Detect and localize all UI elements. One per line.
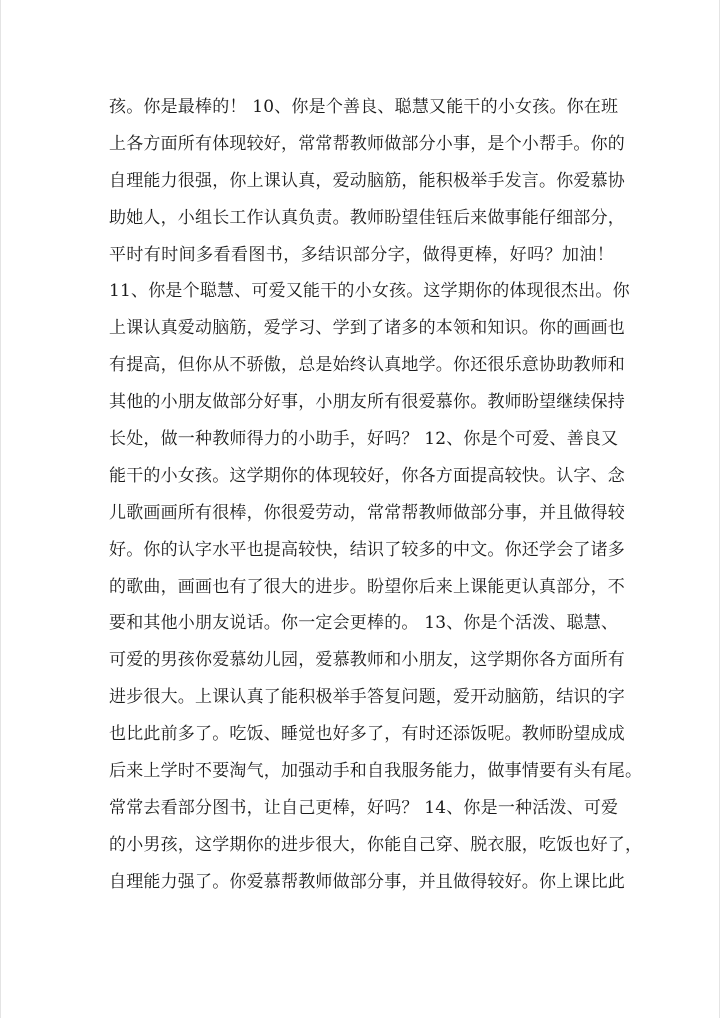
text-line: 助她人，小组长工作认真负责。教师盼望佳钰后来做事能仔细部分， [109,207,625,228]
text-line: 儿歌画画所有很棒，你很爱劳动，常常帮教师做部分事，并且做得较 [109,502,625,523]
text-line: 其他的小朋友做部分好事，小朋友所有很爱慕你。教师盼望继续保持 [109,392,625,413]
text-line: 要和其他小朋友说话。你一定会更棒的。 13、你是个活泼、聪慧、 [109,613,619,634]
text-line: 平时有时间多看看图书，多结识部分字，做得更棒，好吗？加油！ [109,244,614,265]
text-line: 好。你的认字水平也提高较快，结识了较多的中文。你还学会了诸多 [109,539,625,560]
text-line: 可爱的男孩你爱慕幼儿园，爱慕教师和小朋友，这学期你各方面所有 [109,650,625,671]
text-line: 也比此前多了。吃饭、睡觉也好多了，有时还添饭呢。教师盼望成成 [109,724,625,745]
text-line: 上课认真爱动脑筋，爱学习、学到了诸多的本领和知识。你的画画也 [109,318,625,339]
text-line: 11、你是个聪慧、可爱又能干的小女孩。这学期你的体现很杰出。你 [109,281,630,302]
text-line: 后来上学时不要淘气，加强动手和自我服务能力，做事情要有头有尾。 [109,761,643,782]
body-text [109,89,643,901]
text-line: 能干的小女孩。这学期你的体现较好，你各方面提高较快。认字、念 [109,465,625,486]
text-line: 自理能力很强，你上课认真，爱动脑筋，能积极举手发言。你爱慕协 [109,170,625,191]
text-line: 有提高，但你从不骄傲，总是始终认真地学。你还很乐意协助教师和 [109,355,625,376]
text-line: 的歌曲，画画也有了很大的进步。盼望你后来上课能更认真部分，不 [109,576,625,597]
text-line: 自理能力强了。你爱慕帮教师做部分事，并且做得较好。你上课比此 [109,871,625,892]
text-line: 上各方面所有体现较好，常常帮教师做部分小事，是个小帮手。你的 [109,133,625,154]
text-line: 长处，做一种教师得力的小助手，好吗？ 12、你是个可爱、善良又 [109,429,619,450]
text-line: 的小男孩，这学期你的进步很大，你能自己穿、脱衣服，吃饭也好了， [109,834,643,855]
text-line: 进步很大。上课认真了能积极举手答复问题，爱开动脑筋，结识的字 [109,687,625,708]
text-line: 常常去看部分图书，让自己更棒，好吗？ 14、你是一种活泼、可爱 [109,797,619,818]
text-line: 孩。你是最棒的！ 10、你是个善良、聪慧又能干的小女孩。你在班 [109,97,619,117]
